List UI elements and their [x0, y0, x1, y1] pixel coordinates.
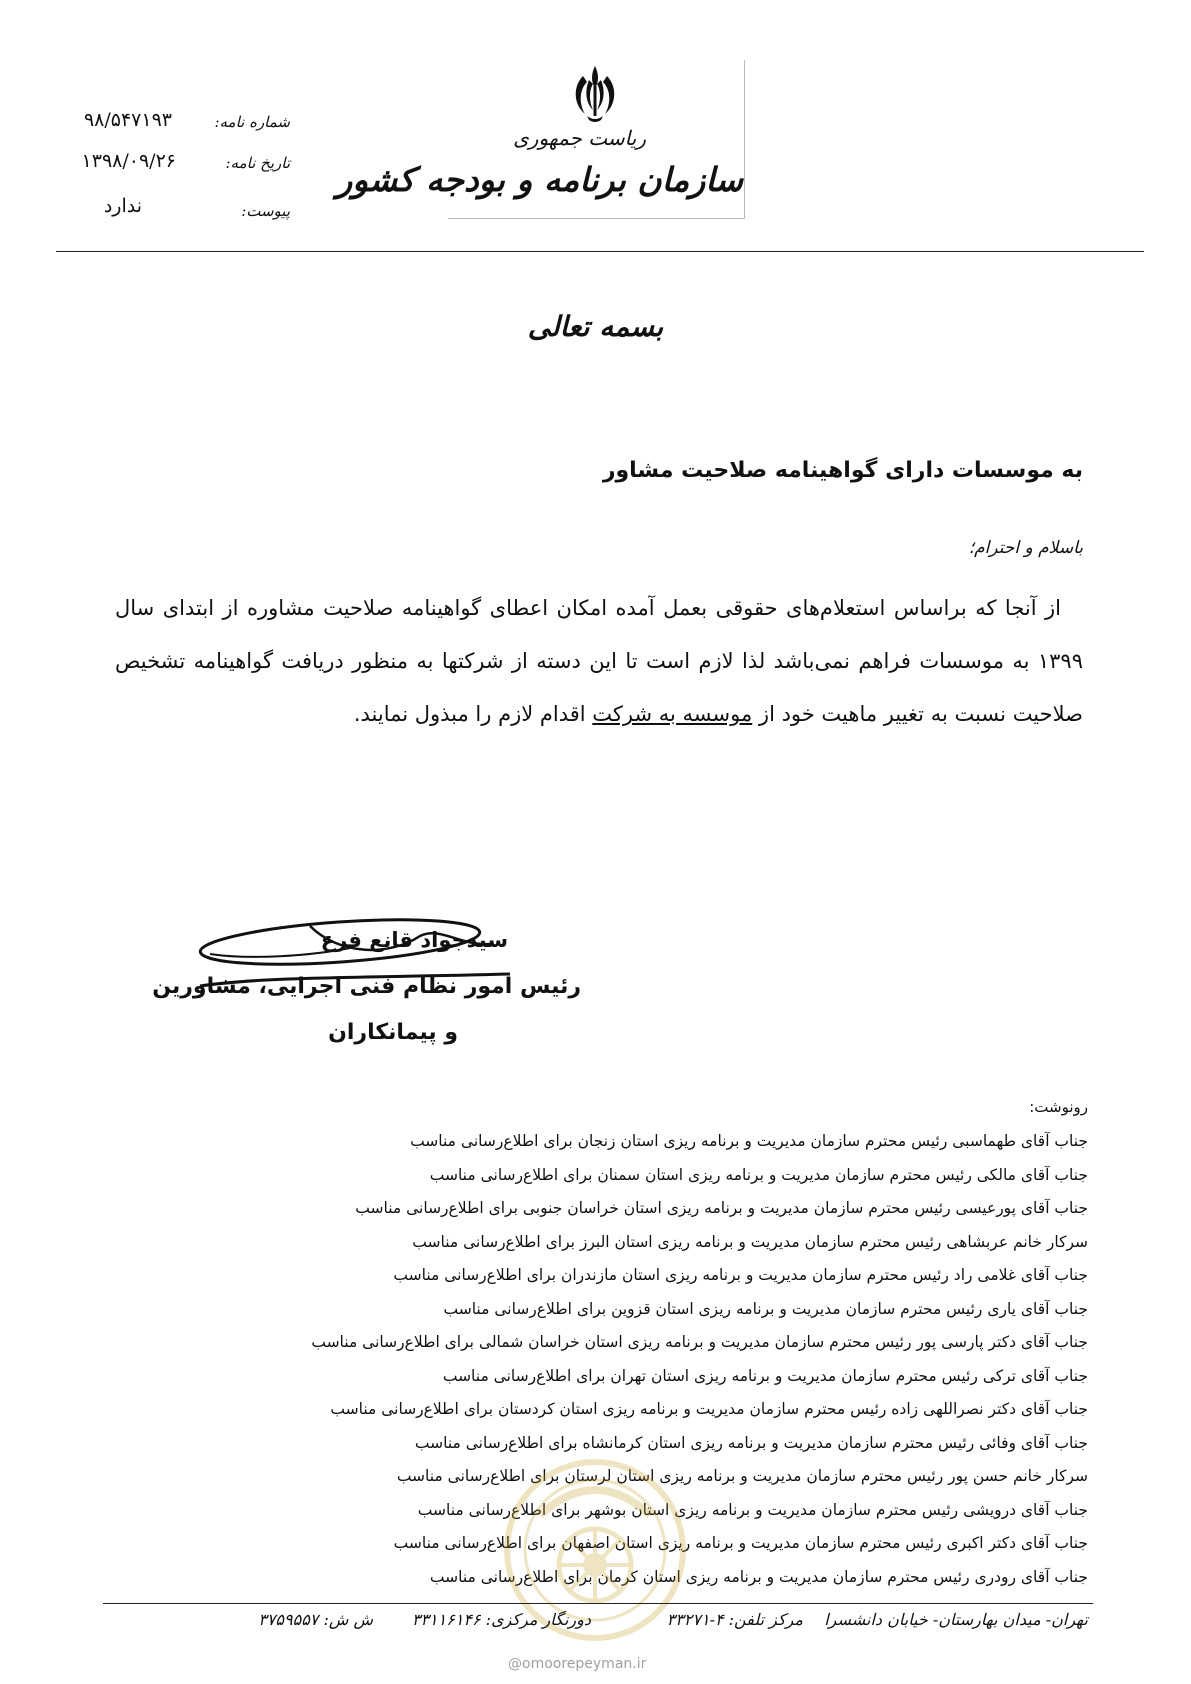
letter-number-value: ۹۸/۵۴۷۱۹۳ [83, 109, 172, 131]
attachment-value: ندارد [103, 195, 142, 217]
cc-item: جناب آقای طهماسبی رئیس محترم سازمان مدیریت و برنامه ریزی استان زنجان برای اطلاع‌رسانی مناسب [410, 1132, 1088, 1150]
signatory-title-line-2: و پیمانکاران [328, 1020, 458, 1045]
bismillah-heading: بسمه تعالی [527, 310, 664, 343]
cc-item: جناب آقای دکتر نصراللهی زاده رئیس محترم سازمان مدیریت و برنامه ریزی استان کردستان برای اطلاع‌رسانی مناسب [330, 1400, 1088, 1418]
salutation: باسلام و احترام؛ [968, 538, 1083, 558]
organization-name: سازمان برنامه و بودجه کشور [336, 160, 743, 199]
body-part-2: اقدام لازم را مبذول نمایند. [353, 702, 593, 726]
cc-item: جناب آقای وفائی رئیس محترم سازمان مدیریت و برنامه ریزی استان کرمانشاه برای اطلاع‌رسانی مناسب [414, 1433, 1088, 1452]
letter-number-label: شماره نامه: [214, 113, 290, 131]
letter-date-label: تاریخ نامه: [225, 154, 290, 172]
letter-subject: به موسسات دارای گواهینامه صلاحیت مشاور [602, 458, 1083, 483]
cc-heading: رونوشت: [1029, 1098, 1088, 1116]
cc-item: جناب آقای دکتر اکبری رئیس محترم سازمان مدیریت و برنامه ریزی استان اصفهان برای اطلاع‌رسانی مناسب [393, 1534, 1088, 1552]
cc-item: سرکار خانم عربشاهی رئیس محترم سازمان مدیریت و برنامه ریزی استان البرز برای اطلاع‌رسانی مناسب [412, 1232, 1088, 1251]
cc-item: جناب آقای رودری رئیس محترم سازمان مدیریت و برنامه ریزی استان کرمان برای اطلاع‌رسانی مناسب [429, 1567, 1088, 1586]
footer-fax: دورنگار مرکزی: ۳۳۱۱۶۱۴۶ [411, 1610, 591, 1629]
footer-sh-sh: ش ش: ۳۷۵۹۵۵۷ [258, 1610, 373, 1629]
signatory-title-line-1: رئیس امور نظام فنی اجرایی، مشاورین [152, 974, 581, 999]
cc-item: جناب آقای مالکی رئیس محترم سازمان مدیریت و برنامه ریزی استان سمنان برای اطلاع‌رسانی مناسب [429, 1165, 1088, 1184]
letter-date-value: ۱۳۹۸/۰۹/۲۶ [81, 150, 176, 172]
footer-phone: مرکز تلفن: ۴-۳۳۲۷۱ [666, 1610, 803, 1629]
cc-item: سرکار خانم حسن پور رئیس محترم سازمان مدیریت و برنامه ریزی استان لرستان برای اطلاع‌رسانی مناسب [396, 1467, 1088, 1485]
cc-item: جناب آقای غلامی راد رئیس محترم سازمان مدیریت و برنامه ریزی استان مازندران برای اطلاع‌رسانی مناسب [393, 1266, 1088, 1284]
cc-item: جناب آقای ترکی رئیس محترم سازمان مدیریت و برنامه ریزی استان تهران برای اطلاع‌رسانی مناسب [442, 1366, 1088, 1385]
iran-emblem-icon [565, 62, 625, 128]
footer-address: تهران- میدان بهارستان- خیابان دانشسرا [824, 1610, 1088, 1629]
attachment-label: پیوست: [241, 202, 290, 220]
cc-item: جناب آقای پورعیسی رئیس محترم سازمان مدیریت و برنامه ریزی استان خراسان جنوبی برای اطلاع‌رسانی مناسب [355, 1199, 1088, 1217]
cc-item: جناب آقای دکتر پارسی پور رئیس محترم سازمان مدیریت و برنامه ریزی استان خراسان شمالی برای اطلاع‌رسانی مناسب [311, 1333, 1088, 1351]
cc-item: جناب آقای یاری رئیس محترم سازمان مدیریت و برنامه ریزی استان قزوین برای اطلاع‌رسانی مناسب [443, 1299, 1088, 1318]
header-divider [56, 251, 1144, 252]
watermark-website: @omoorepeyman.ir [508, 1656, 647, 1672]
cc-item: جناب آقای درویشی رئیس محترم سازمان مدیریت و برنامه ریزی استان بوشهر برای اطلاع‌رسانی مناسب [417, 1500, 1088, 1519]
letter-body [115, 582, 1083, 741]
body-underlined-phrase: موسسه به شرکت [592, 702, 753, 726]
signatory-name: سیدجواد قانع فرع [320, 928, 508, 952]
footer-divider [103, 1603, 1093, 1604]
body-part-1: از آنجا که براساس استعلام‌های حقوقی بعمل آمده امکان اعطای گواهینامه صلاحیت مشاوره از ابتدای سال ۱۳۹۹ به موسسات فراهم نمی‌باشد لذا لازم است تا این دسته از شرکتها به منظور دریافت گواهینامه تشخیص صلاحیت نسبت به تغییر ماهیت خود از [115, 596, 1083, 726]
presidency-label: ریاست جمهوری [513, 126, 646, 150]
